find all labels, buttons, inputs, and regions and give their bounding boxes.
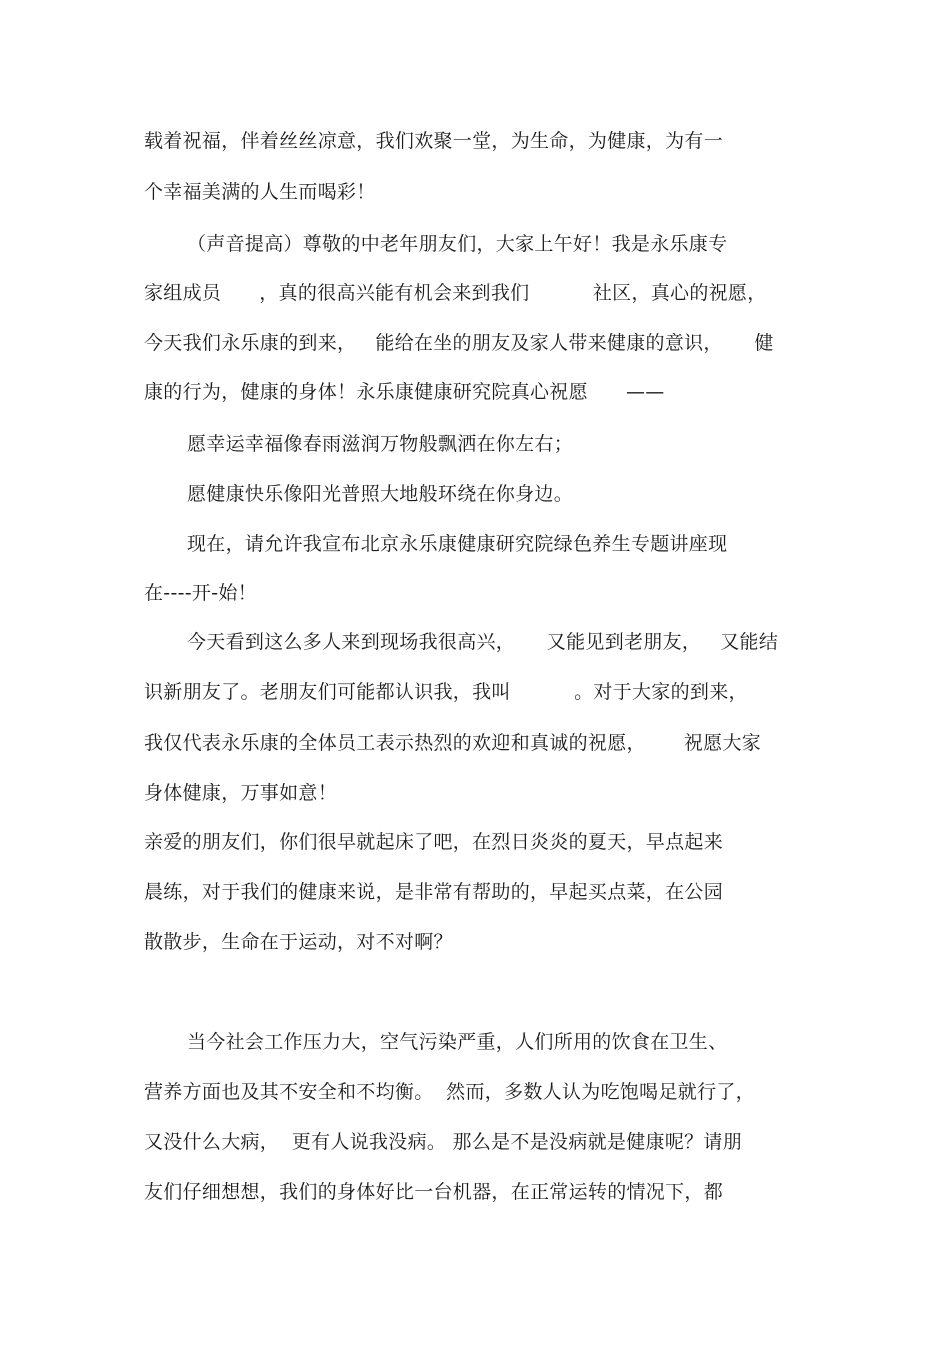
text-line-12: 识新朋友了。老朋友们可能都认识我，我叫 。对于大家的到来， [144,681,748,703]
text-line-18: 当今社会工作压力大，空气污染严重，人们所用的饮食在卫生、 [187,1031,728,1053]
text-line-9: 现在，请允许我宣布北京永乐康健康研究院绿色养生专题讲座现 [187,533,728,555]
text-line-3: （声音提高）尊敬的中老年朋友们，大家上午好！我是永乐康专 [187,233,728,255]
text-line-10: 在----开-始！ [144,582,257,604]
text-line-21: 友们仔细想想，我们的身体好比一台机器，在正常运转的情况下，都 [144,1181,724,1203]
text-line-1: 载着祝福，伴着丝丝凉意，我们欢聚一堂，为生命，为健康，为有一 [144,130,724,152]
text-line-17: 散散步，生命在于运动，对不对啊？ [144,931,453,953]
text-line-13: 我仅代表永乐康的全体员工表示热烈的欢迎和真诚的祝愿， 祝愿大家 [144,732,762,754]
text-line-4: 家组成员 ，真的很高兴能有机会来到我们 社区，真心的祝愿， [144,282,767,304]
text-line-6: 康的行为，健康的身体！永乐康健康研究院真心祝愿 —— [144,381,665,403]
text-line-16: 晨练，对于我们的健康来说，是非常有帮助的，早起买点菜，在公园 [144,881,724,903]
text-line-11: 今天看到这么多人来到现场我很高兴， 又能见到老朋友， 又能结 [187,631,779,653]
text-line-5: 今天我们永乐康的到来， 能给在坐的朋友及家人带来健康的意识， 健 [144,332,774,354]
text-line-15: 亲爱的朋友们，你们很早就起床了吧，在烈日炎炎的夏天，早点起来 [144,831,724,853]
text-line-2: 个幸福美满的人生而喝彩！ [144,181,376,203]
text-line-8: 愿健康快乐像阳光普照大地般环绕在你身边。 [187,483,574,505]
text-line-7: 愿幸运幸福像春雨滋润万物般飘洒在你左右； [187,433,574,455]
text-line-19: 营养方面也及其不安全和不均衡。 然而，多数人认为吃饱喝足就行了， [144,1081,755,1103]
text-line-14: 身体健康，万事如意！ [144,782,338,804]
text-line-20: 又没什么大病， 更有人说我没病。 那么是不是没病就是健康呢？请朋 [144,1131,743,1153]
